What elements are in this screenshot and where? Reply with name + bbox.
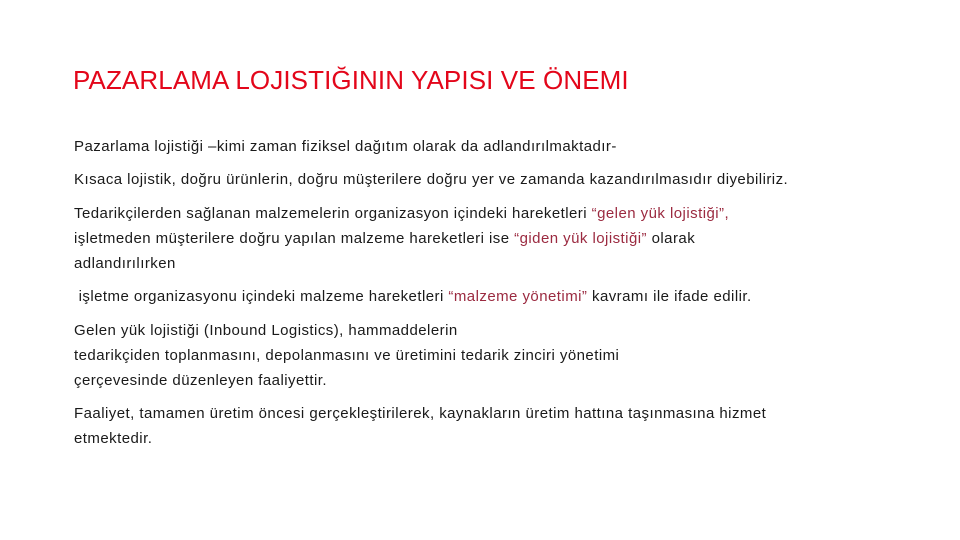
- text-run: olarak: [646, 230, 696, 247]
- line: tedarikçiden toplanmasını, depolanmasını ve üretimini tedarik zinciri yönetimi: [74, 347, 620, 364]
- paragraph-inbound-outbound: [74, 201, 874, 276]
- text-run: Tedarikçilerden sağlanan malzemelerin organizasyon içindeki hareketleri: [74, 205, 592, 222]
- text-run: işletme organizasyonu içindeki malzeme hareketleri: [74, 288, 449, 305]
- line: Faaliyet, tamamen üretim öncesi gerçekleştirilerek, kaynakların üretim hattına taşınmasına hizmet: [74, 405, 767, 422]
- highlight-outbound-logistics: “giden yük lojistiği”: [514, 230, 647, 247]
- text-run: kavramı ile ifade edilir.: [587, 288, 752, 305]
- paragraph-inbound-definition: [74, 318, 874, 393]
- paragraph-definition: Pazarlama lojistiği –kimi zaman fiziksel dağıtım olarak da adlandırılmaktadır-: [74, 138, 617, 155]
- highlight-materials-management: “malzeme yönetimi”: [448, 288, 588, 305]
- slide-body: [74, 134, 874, 460]
- line: [74, 230, 695, 247]
- line: etmektedir.: [74, 430, 153, 447]
- slide-title: PAZARLAMA LOJISTIĞININ YAPISI VE ÖNEMI: [73, 65, 629, 95]
- highlight-inbound-logistics: “gelen yük lojistiği”,: [591, 205, 730, 222]
- text-run: işletmeden müşterilere doğru yapılan malzeme hareketleri ise: [74, 230, 515, 247]
- line: adlandırılırken: [74, 255, 176, 272]
- paragraph-summary: Kısaca lojistik, doğru ürünlerin, doğru müşterilere doğru yer ve zamanda kazandırılmasıdır diyebiliriz.: [74, 171, 789, 188]
- line: [74, 205, 729, 222]
- paragraph-materials-management: [74, 284, 874, 309]
- paragraph-activity: [74, 401, 874, 451]
- line: Gelen yük lojistiği (Inbound Logistics), hammaddelerin: [74, 322, 458, 339]
- line: çerçevesinde düzenleyen faaliyettir.: [74, 372, 328, 389]
